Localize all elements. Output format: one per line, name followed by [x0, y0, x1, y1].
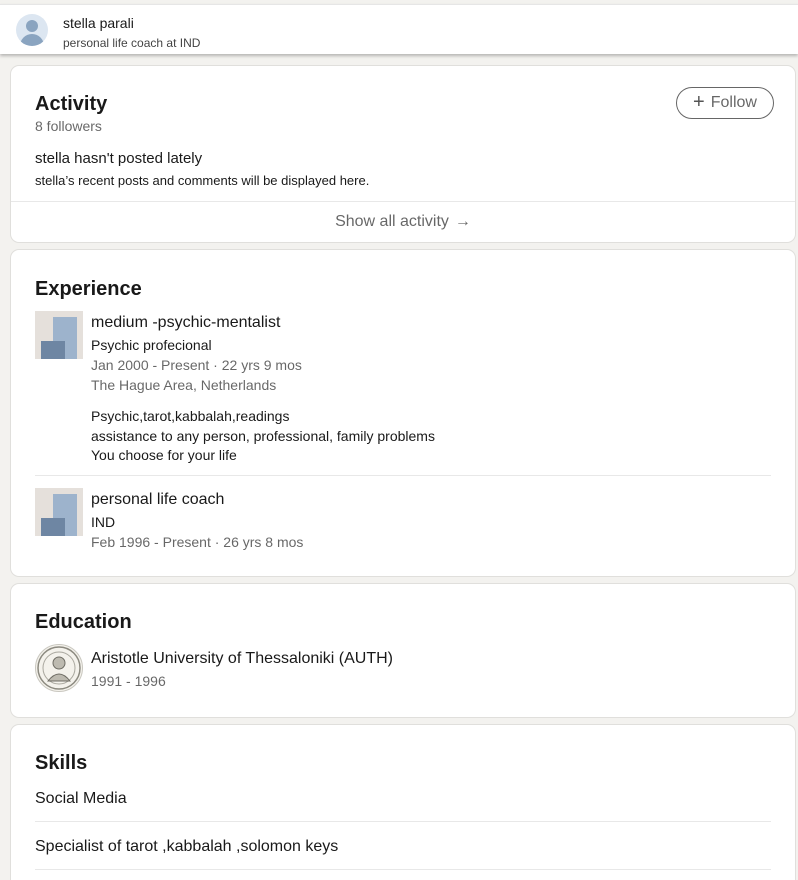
show-all-activity-label: Show all activity: [335, 213, 449, 230]
avatar[interactable]: [16, 14, 48, 46]
skill-item[interactable]: Specialist of tarot ,kabbalah ,solomon keys: [35, 838, 339, 855]
experience-title-text[interactable]: medium -psychic-mentalist: [91, 314, 281, 331]
follow-button-label: Follow: [710, 94, 757, 111]
follow-button[interactable]: [676, 87, 774, 119]
company-logo[interactable]: [35, 488, 83, 536]
experience-item: [35, 487, 771, 557]
divider: [35, 821, 771, 822]
logo-shape: [41, 341, 65, 359]
experience-company: IND: [91, 514, 116, 530]
school-name[interactable]: Aristotle University of Thessaloniki (AUTH): [91, 650, 394, 667]
skills-title: Skills: [35, 752, 88, 774]
experience-dates: Feb 1996 - Present · 26 yrs 8 mos: [91, 534, 304, 550]
plus-icon: +: [693, 91, 705, 113]
avatar-head-shape: [26, 20, 38, 32]
description-line: Psychic,tarot,kabbalah,readings: [91, 408, 290, 424]
description-line: You choose for your life: [91, 447, 237, 463]
profile-sticky-header: [0, 4, 798, 54]
activity-title: Activity: [35, 93, 108, 115]
activity-empty-note: stella’s recent posts and comments will be displayed here.: [35, 173, 370, 188]
activity-empty-title: stella hasn't posted lately: [35, 150, 203, 167]
experience-item: [35, 310, 771, 470]
skill-item[interactable]: Social Media: [35, 790, 127, 807]
experience-title-text[interactable]: personal life coach: [91, 491, 225, 508]
company-logo[interactable]: [35, 311, 83, 359]
description-line: assistance to any person, professional, family problems: [91, 427, 435, 444]
show-all-activity-link[interactable]: [11, 201, 795, 242]
school-years: 1991 - 1996: [91, 673, 166, 689]
experience-company: Psychic profecional: [91, 337, 212, 353]
experience-dates: Jan 2000 - Present · 22 yrs 9 mos: [91, 357, 302, 373]
experience-description: [91, 407, 435, 466]
profile-name[interactable]: stella parali: [63, 15, 134, 31]
divider: [35, 869, 771, 870]
experience-card: [11, 250, 795, 576]
education-card: [11, 584, 795, 717]
skills-card: [11, 725, 795, 880]
profile-headline: personal life coach at IND: [63, 36, 201, 50]
logo-shape: [41, 518, 65, 536]
seal-icon: [36, 645, 82, 691]
avatar-shoulders-shape: [20, 34, 44, 46]
experience-location: The Hague Area, Netherlands: [91, 377, 277, 393]
school-logo[interactable]: [35, 644, 83, 692]
activity-card: [11, 66, 795, 242]
education-title: Education: [35, 611, 132, 633]
experience-title: Experience: [35, 278, 142, 300]
followers-count: 8 followers: [35, 118, 102, 134]
arrow-right-icon: →: [454, 213, 471, 230]
divider: [35, 475, 771, 476]
